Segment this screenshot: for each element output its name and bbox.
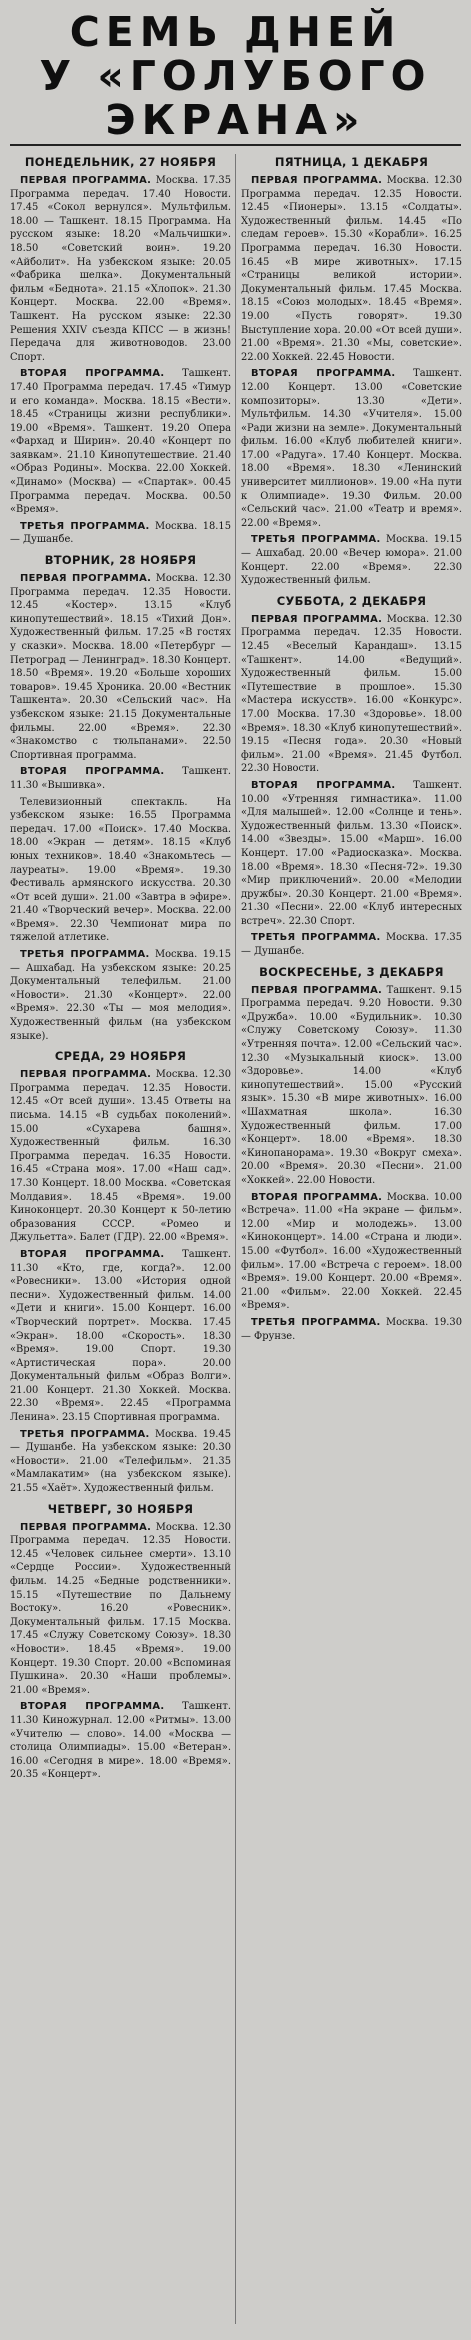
channel-name: ПЕРВАЯ ПРОГРАММА. [251, 984, 383, 996]
schedule-block [241, 984, 462, 1188]
schedule-block [10, 1700, 231, 1782]
schedule-text: Москва. 12.30 Программа передач. 12.35 Новости. 12.45 «Веселый Карандаш». 13.15 «Ташкент». 14.00 «Ведущий». Художественный фильм. 15.00 «Путешествие в прошлое». 15.30 «Мастера искусств». 16.00 «Конкурс». 17.00 Москва. 17.30 «Здоровье». 18.00 «Время». 18.30 «Клуб кинопутешествий». 19.15 «Песня года». 20.30 «Новый фильм». 21.00 «Время». 21.45 Футбол. 22.30 Новости. [241, 613, 462, 775]
channel-name: ПЕРВАЯ ПРОГРАММА. [20, 1069, 152, 1081]
day-heading-monday: ПОНЕДЕЛЬНИК, 27 НОЯБРЯ [24, 155, 217, 169]
schedule-text: Москва. 17.35 — Душанбе. [241, 932, 462, 958]
schedule-text: Москва. 12.30 Программа передач. 12.35 Новости. 12.45 «Пионеры». 13.15 «Солдаты». Художественный фильм. 14.45 «По следам героев». 15.30 «Корабли». 16.25 Программа передач. 16.30 Новости. 16.45 «В мире животных». 17.15 «Страницы великой истории». Документальный фильм. 17.45 Москва. 18.15 «Союз молодых». 18.45 «Время». 19.00 «Пусть говорят». 19.30 Выступление хора. 20.00 «От всей души». 21.00 «Время». 21.30 «Мы, советские». 22.00 Хоккей. 22.45 Новости. [241, 175, 462, 363]
masthead-line-3: ЭКРАНА» [105, 96, 366, 144]
schedule-text: Ташкент. 11.30 «Вышивка». [10, 766, 231, 791]
schedule-text: Ташкент. 12.00 Концерт. 13.00 «Советские композиторы». 13.30 «Дети». Мультфильм. 14.30 «Учителя». 15.00 «Ради жизни на земле». Документальный фильм. 16.00 «Клуб любителей книги». 17.00 «Радуга». 17.40 Концерт. Москва. 18.00 «Время». 18.30 «Ленинский университет миллионов». 19.00 «На пути к Олимпиаде». 19.30 Фильм. 20.00 «Сельский час». 21.00 «Театр и время». 22.00 «Время». [241, 368, 462, 529]
schedule-text: Ташкент. 11.30 «Кто, где, когда?». 12.00 «Ровесники». 13.00 «История одной песни». Художественный фильм. 14.00 «Дети и книги». 15.00 Концерт. 16.00 «Творческий портрет». Москва. 17.45 «Экран». 18.00 «Скорость». 18.30 «Время». 19.00 Спорт. 19.30 «Артистическая пора». 20.00 Документальный фильм «Образ Волги». 21.00 Концерт. 21.30 Хоккей. Москва. 22.30 «Время». 22.45 «Программа Ленина». 23.15 Спортивная программа. [10, 1248, 231, 1424]
day-heading-saturday: СУББОТА, 2 ДЕКАБРЯ [276, 593, 427, 608]
schedule-block [10, 520, 231, 547]
channel-name: ТРЕТЬЯ ПРОГРАММА. [20, 520, 150, 532]
column-right [241, 154, 462, 2330]
channel-name: ТРЕТЬЯ ПРОГРАММА. [20, 1428, 150, 1440]
schedule-text: Ташкент. 17.40 Программа передач. 17.45 «Тимур и его команда». Москва. 18.15 «Вести». 18.45 «Страницы жизни республики». 19.00 «Время». Ташкент. 19.20 Опера «Фархад и Ширин». 20.40 «Концерт по заявкам». 21.10 Кинопутешествие. 21.40 «Образ Родины». Москва. 22.00 Хоккей. «Динамо» (Москва) — «Спартак». 00.45 Программа передач. Москва. 00.50 «Время». [10, 368, 231, 516]
channel-name: ВТОРАЯ ПРОГРАММА. [20, 766, 165, 778]
schedule-block [10, 1068, 231, 1245]
schedule-block [10, 572, 231, 762]
schedule-block [10, 796, 231, 946]
schedule-text: Телевизионный спектакль. На узбекском языке: 16.55 Программа передач. 17.00 «Поиск». 17.40 Москва. 18.00 «Экран — детям». 18.15 «Клуб юных техников». 18.40 «Знакомьтесь — лауреаты». 19.00 «Время». 19.30 Фестиваль армянского искусства. 20.30 «От всей души». 21.00 «Завтра в эфире». 21.40 «Творческий вечер». Москва. 22.00 «Время». 22.30 Чемпионат мира по тяжелой атлетике. [10, 796, 231, 944]
masthead [10, 4, 461, 146]
channel-name: ПЕРВАЯ ПРОГРАММА. [20, 175, 152, 186]
day-heading-wednesday: СРЕДА, 29 НОЯБРЯ [54, 1049, 187, 1064]
channel-name: ВТОРАЯ ПРОГРАММА. [20, 1701, 165, 1713]
day-heading-tuesday: ВТОРНИК, 28 НОЯБРЯ [44, 553, 197, 568]
schedule-text: Москва. 12.30 Программа передач. 12.35 Новости. 12.45 «От всей души». 13.45 Ответы на письма. 14.15 «В судьбах поколений». 15.00 «Сухарева башня». Художественный фильм. 16.30 Программа передач. 16.35 Новости. 16.45 «Страна моя». 17.00 «Наш сад». 17.30 Концерт. 18.00 Москва. «Советская Молдавия». 18.45 «Время». 19.00 Киноконцерт. 20.30 Концерт к 50-летию образования СССР. «Ромео и Джульетта». Балет (ГДР). 22.00 «Время». [10, 1069, 231, 1244]
schedule-block [10, 948, 231, 1043]
day-heading-friday: ПЯТНИЦА, 1 ДЕКАБРЯ [274, 155, 429, 169]
channel-name: ВТОРАЯ ПРОГРАММА. [20, 368, 165, 380]
schedule-text: Ташкент. 9.15 Программа передач. 9.20 Новости. 9.30 «Дружба». 10.00 «Будильник». 10.30 «Служу Советскому Союзу». 11.30 «Утренняя почта». 12.00 «Сельский час». 12.30 «Музыкальный киоск». 13.00 «Здоровье». 14.00 «Клуб кинопутешествий». 15.00 «Русский язык». 15.30 «В мире животных». 16.00 «Шахматная школа». 16.30 Художественный фильм. 17.00 «Концерт». 18.00 «Время». 18.30 «Кинопанорама». 19.30 «Вокруг смеха». 20.00 «Время». 20.30 «Песни». 21.00 «Хоккей». 22.00 Новости. [241, 984, 462, 1186]
schedule-text: Москва. 18.15 — Душанбе. [10, 520, 231, 546]
masthead-line-2: У «ГОЛУБОГО [39, 52, 432, 100]
schedule-text: Москва. 17.35 Программа передач. 17.40 Новости. 17.45 «Сокол вернулся». Мультфильм. 18.00 — Ташкент. 18.15 Программа. На русском языке: 18.20 «Мальчишки». 18.50 «Советский воин». 19.20 «Айболит». На узбекском языке: 20.05 «Фабрика шелка». Документальный фильм «Беднота». 21.15 «Хлопок». 21.30 Концерт. Москва. 22.00 «Время». Ташкент. На русском языке: 22.30 Решения XXIV съезда КПСС — в жизнь! Передача для животноводов. 23.00 Спорт. [10, 175, 231, 363]
day-heading-sunday: ВОСКРЕСЕНЬЕ, 3 ДЕКАБРЯ [259, 964, 444, 979]
schedule-block [241, 1316, 462, 1343]
channel-name: ПЕРВАЯ ПРОГРАММА. [20, 1521, 152, 1533]
channel-name: ПЕРВАЯ ПРОГРАММА. [251, 613, 383, 625]
schedule-text: Москва. 10.00 «Встреча». 11.00 «На экране — фильм». 12.00 «Мир и молодежь». 13.00 «Киноконцерт». 14.00 «Страна и люди». 15.00 «Футбол». 16.00 «Художественный фильм». 17.00 «Встреча с героем». 18.00 «Время». 19.00 Концерт. 20.00 «Время». 21.00 «Фильм». 22.00 Хоккей. 22.45 «Время». [241, 1191, 462, 1312]
column-left [10, 154, 231, 2330]
channel-name: ВТОРАЯ ПРОГРАММА. [20, 1248, 165, 1260]
schedule-block [241, 613, 462, 776]
schedule-text: Москва. 19.15 — Ашхабад. На узбекском языке: 20.25 Документальный телефильм. 21.00 «Новости». 21.30 «Концерт». 22.00 «Время». 22.30 «Ты — моя мелодия». Художественный фильм (на узбекском языке). [10, 949, 231, 1042]
channel-name: ТРЕТЬЯ ПРОГРАММА. [251, 1316, 381, 1328]
masthead-line-1: СЕМЬ ДНЕЙ [69, 8, 402, 56]
schedule-block [241, 1191, 462, 1313]
channel-name: ВТОРАЯ ПРОГРАММА. [251, 779, 396, 791]
schedule-block [10, 174, 231, 364]
schedule-text: Ташкент. 11.30 Киножурнал. 12.00 «Ритмы». 13.00 «Учителю — слово». 14.00 «Москва — столица Олимпиады». 15.00 «Ветеран». 16.00 «Сегодня в мире». 18.00 «Время». 20.35 «Концерт». [10, 1701, 231, 1781]
day-heading-thursday: ЧЕТВЕРГ, 30 НОЯБРЯ [47, 1501, 194, 1516]
schedule-block [241, 533, 462, 587]
schedule-text: Москва. 12.30 Программа передач. 12.35 Новости. 12.45 «Человек сильнее смерти». 13.10 «Сердце России». Художественный фильм. 14.25 «Бедные родственники». 15.15 «Путешествие по Дальнему Востоку». 16.20 «Ровесник». Документальный фильм. 17.15 Москва. 17.45 «Служу Советскому Союзу». 18.30 «Новости». 18.45 «Время». 19.00 Концерт. 19.30 Спорт. 20.00 «Вспоминая Пушкина». 20.30 «Наши проблемы». 21.00 «Время». [10, 1521, 231, 1696]
channel-name: ПЕРВАЯ ПРОГРАММА. [20, 573, 152, 585]
column-divider [235, 154, 236, 2324]
channel-name: ВТОРАЯ ПРОГРАММА. [251, 368, 396, 380]
schedule-block [241, 174, 462, 364]
schedule-block [241, 931, 462, 958]
schedule-text: Москва. 19.45 — Душанбе. На узбекском языке: 20.30 «Новости». 21.00 «Телефильм». 21.35 «Мамлакатим» (на узбекском языке). 21.55 «Хаёт». Художественный фильм. [10, 1428, 231, 1495]
channel-name: ПЕРВАЯ ПРОГРАММА. [251, 175, 383, 186]
schedule-block [241, 367, 462, 530]
schedule-block [10, 1248, 231, 1425]
schedule-text: Москва. 12.30 Программа передач. 12.35 Новости. 12.45 «Костер». 13.15 «Клуб кинопутешествий». 18.15 «Тихий Дон». Художественный фильм. 17.25 «В гостях у сказки». Москва. 18.00 «Петербург — Петроград — Ленинград». 18.30 Концерт. 18.50 «Время». 19.20 «Больше хороших товаров». 19.45 Хроника. 20.00 «Вестник Ташкента». 20.30 «Сельский час». На узбекском языке: 21.15 Документальные фильмы. 22.00 «Время». 22.30 «Знакомство с тюльпанами». 22.50 Спортивная программа. [10, 573, 231, 761]
channel-name: ВТОРАЯ ПРОГРАММА. [251, 1191, 383, 1203]
schedule-block [10, 1428, 231, 1496]
schedule-block [10, 765, 231, 792]
schedule-block [10, 367, 231, 517]
channel-name: ТРЕТЬЯ ПРОГРАММА. [20, 949, 150, 961]
schedule-text: Ташкент. 10.00 «Утренняя гимнастика». 11.00 «Для малышей». 12.00 «Солнце и тень». Художественный фильм. 13.30 «Поиск». 14.00 «Звезды». 15.00 «Марш». 16.00 Концерт. 17.00 «Радиосказка». Москва. 18.00 «Время». 18.30 «Песня-72». 19.30 «Мир приключений». 20.00 «Мелодии дружбы». 20.30 Концерт. 21.00 «Время». 21.30 «Песни». 22.00 «Клуб интересных встреч». 22.30 Спорт. [241, 779, 462, 927]
channel-name: ТРЕТЬЯ ПРОГРАММА. [251, 932, 381, 944]
schedule-text: Москва. 19.15 — Ашхабад. 20.00 «Вечер юмора». 21.00 Концерт. 22.00 «Время». 22.30 Художественный фильм. [241, 534, 462, 587]
schedule-text: Москва. 19.30 — Фрунзе. [241, 1316, 462, 1342]
schedule-block [241, 779, 462, 929]
channel-name: ТРЕТЬЯ ПРОГРАММА. [251, 534, 381, 546]
schedule-block [10, 1521, 231, 1698]
